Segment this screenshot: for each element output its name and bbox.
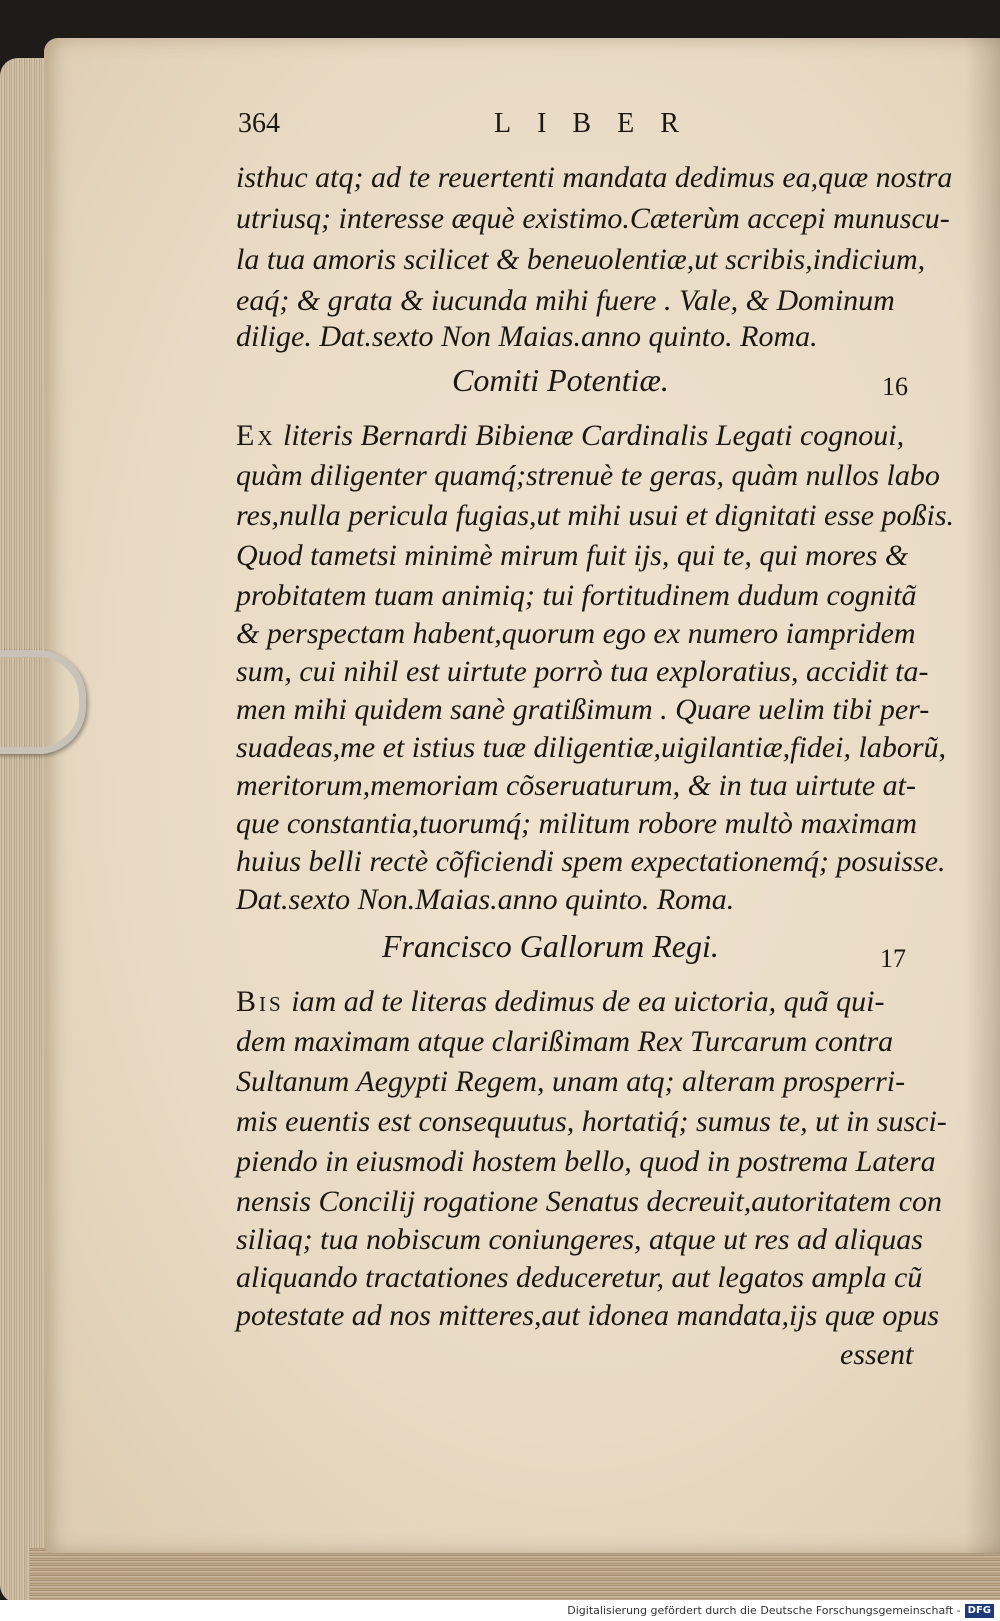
- footer-text: Digitalisierung gefördert durch die Deutsche Forschungsgemeinschaft -: [567, 1604, 961, 1617]
- text-line: potestate ad nos mitteres,aut idonea mandata,ijs quæ opus: [236, 1299, 940, 1332]
- letter-heading: Comiti Potentiæ.: [452, 362, 669, 398]
- letter-number: 17: [880, 944, 906, 973]
- text-line: dilige. Dat.sexto Non Maias.anno quinto. Roma.: [236, 320, 818, 353]
- text-line: sum, cui nihil est uirtute porrò tua exploratius, accidit ta-: [236, 655, 929, 688]
- text-line: Ex literis Bernardi Bibienæ Cardinalis Legati cognoui,: [236, 419, 905, 452]
- text-line: eaq́; & grata & iucunda mihi fuere . Vale, & Dominum: [236, 284, 895, 317]
- text-line: & perspectam habent,quorum ego ex numero iampridem: [236, 617, 916, 650]
- text-line: siliaq; tua nobiscum coniungeres, atque ut res ad aliquas: [236, 1223, 923, 1256]
- page-number: 364: [238, 108, 280, 139]
- text-line: Quod tametsi minimè mirum fuit ijs, qui te, qui mores &: [236, 539, 909, 572]
- text-line: meritorum,memoriam cõseruaturum, & in tua uirtute at-: [236, 769, 916, 802]
- running-head: LIBER: [494, 108, 705, 139]
- page-header: [238, 108, 938, 148]
- letter-number: 16: [882, 372, 908, 401]
- text-line: la tua amoris scilicet & beneuolentiæ,ut scribis,indicium,: [236, 243, 926, 276]
- gutter-shadow: [964, 38, 1000, 1553]
- text-line: Sultanum Aegypti Regem, unam atq; alteram prosperri-: [236, 1065, 906, 1098]
- text-line: Bis iam ad te literas dedimus de ea uictoria, quã qui-: [236, 985, 885, 1018]
- book-clasp: [0, 650, 86, 754]
- catchword: essent: [840, 1338, 914, 1371]
- text-line: isthuc atq; ad te reuertenti mandata dedimus ea,quæ nostra: [236, 161, 953, 194]
- page-bottom-edge: [30, 1548, 1000, 1600]
- text-line: piendo in eiusmodi hostem bello, quod in postrema Latera: [236, 1145, 936, 1178]
- text-line: dem maximam atque clarißimam Rex Turcarum contra: [236, 1025, 894, 1058]
- initial-word: Bis: [236, 985, 284, 1018]
- text-line: men mihi quidem sanè gratißimum . Quare uelim tibi per-: [236, 693, 930, 726]
- initial-word: Ex: [236, 419, 276, 452]
- text-line: res,nulla pericula fugias,ut mihi usui et dignitati esse poßis.: [236, 499, 955, 532]
- text-line: quàm diligenter quamq́;strenuè te geras, quàm nullos labo: [236, 459, 940, 492]
- text-line: aliquando tractationes deduceretur, aut legatos ampla cũ: [236, 1261, 923, 1294]
- text-line: Dat.sexto Non.Maias.anno quinto. Roma.: [236, 883, 735, 916]
- text-line: que constantia,tuorumq́; militum robore multò maximam: [236, 807, 918, 840]
- text-line: utriusq; interesse æquè existimo.Cæterùm accepi munuscu-: [236, 202, 950, 235]
- text-line: suadeas,me et istius tuæ diligentiæ,uigilantiæ,fidei, laborũ,: [236, 731, 947, 764]
- letter-heading: Francisco Gallorum Regi.: [382, 928, 719, 964]
- text-line: huius belli rectè cõficiendi spem expectationemq́; posuisse.: [236, 845, 946, 878]
- digitization-footer: [0, 1600, 1000, 1621]
- text-line: probitatem tuam animiq; tui fortitudinem dudum cognitã: [236, 579, 917, 612]
- text-line: nensis Concilij rogatione Senatus decreuit,autoritatem con: [236, 1185, 943, 1218]
- text-line: mis euentis est consequutus, hortatiq́; sumus te, ut in susci-: [236, 1105, 947, 1138]
- dfg-logo: DFG: [965, 1604, 994, 1618]
